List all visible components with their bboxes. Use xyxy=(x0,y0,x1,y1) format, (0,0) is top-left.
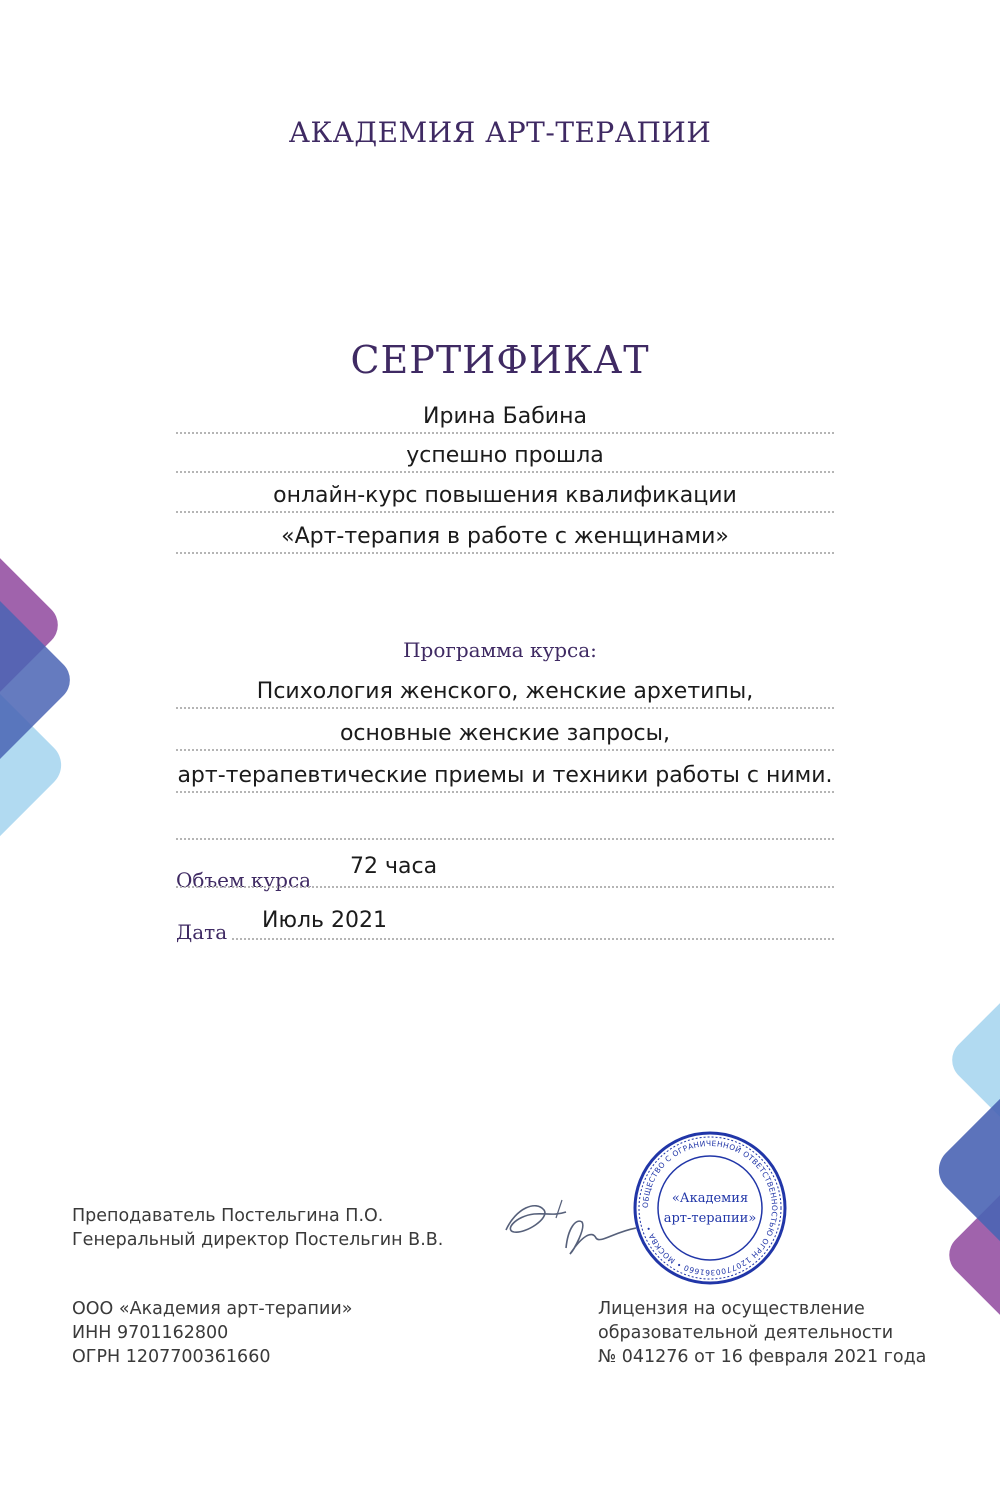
academy-stamp xyxy=(632,1130,788,1286)
date-value: Июль 2021 xyxy=(262,908,387,933)
company-block xyxy=(72,1297,352,1369)
svg-text:ОБЩЕСТВО С ОГРАНИЧЕННОЙ ОТВЕТС xyxy=(641,1139,779,1277)
company-ogrn: ОГРН 1207700361660 xyxy=(72,1347,271,1367)
stamp-ring-text: ОБЩЕСТВО С ОГРАНИЧЕННОЙ ОТВЕТСТВЕННОСТЬЮ ОГРН 1207700361660 • МОСКВА • xyxy=(640,1138,780,1278)
company-name: ООО «Академия арт-терапии» xyxy=(72,1299,353,1319)
recipient-name: Ирина Бабина xyxy=(176,402,834,434)
academy-header: АКАДЕМИЯ АРТ-ТЕРАПИИ xyxy=(288,116,712,149)
license-line: образовательной деятельности xyxy=(598,1323,894,1343)
volume-label: Объем курса xyxy=(176,868,312,892)
program-line: основные женские запросы, xyxy=(176,719,834,751)
signature-image xyxy=(496,1188,646,1268)
empty-dotted-line xyxy=(176,838,834,840)
date-dotted-line xyxy=(232,938,834,940)
license-line: № 041276 от 16 февраля 2021 года xyxy=(598,1347,927,1367)
company-inn: ИНН 9701162800 xyxy=(72,1323,229,1343)
course-name: «Арт-терапия в работе с женщинами» xyxy=(176,522,834,554)
program-line: арт-терапевтические приемы и техники работы с ними. xyxy=(176,761,834,793)
license-line: Лицензия на осуществление xyxy=(598,1299,865,1319)
date-label: Дата xyxy=(176,920,228,944)
course-type: онлайн-курс повышения квалификации xyxy=(176,481,834,513)
stamp-text-line1: «Академия xyxy=(671,1191,749,1206)
certificate-title: СЕРТИФИКАТ xyxy=(350,338,650,382)
left-decor-shapes xyxy=(0,533,79,871)
volume-value: 72 часа xyxy=(350,854,438,879)
stamp-text-line2: арт-терапии» xyxy=(663,1211,757,1226)
director-name: Генеральный директор Постельгин В.В. xyxy=(72,1230,444,1250)
teacher-name: Преподаватель Постельгина П.О. xyxy=(72,1206,384,1226)
right-decor-shapes xyxy=(929,968,1000,1340)
volume-dotted-line xyxy=(176,886,834,888)
signatories-block xyxy=(72,1204,443,1252)
license-block xyxy=(598,1297,926,1369)
program-label: Программа курса: xyxy=(403,638,597,662)
completion-text: успешно прошла xyxy=(176,441,834,473)
program-line: Психология женского, женские архетипы, xyxy=(176,677,834,709)
